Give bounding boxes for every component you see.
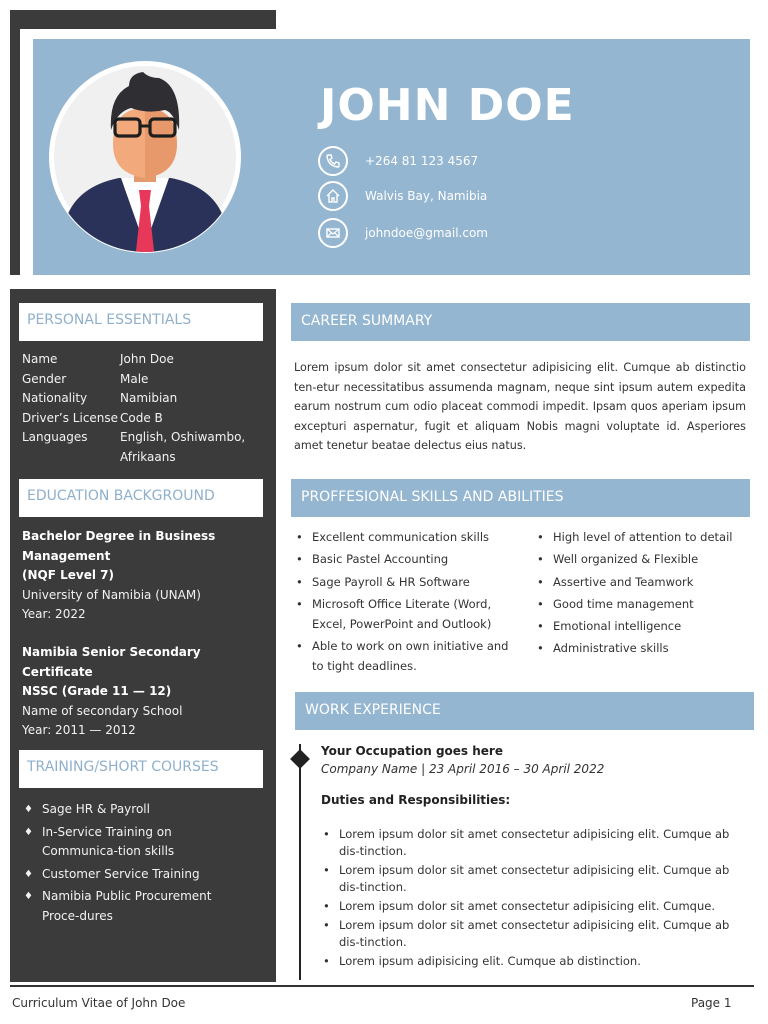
duties-heading: Duties and Responsibilities: — [321, 793, 511, 807]
list-item: • Microsoft Office Literate (Word, Excel, PowerPoint and Outlook) — [294, 595, 514, 635]
list-item: • Administrative skills — [535, 639, 750, 659]
skills-heading: PROFFESIONAL SKILLS AND ABILITIES — [291, 479, 750, 517]
degree-level: (NQF Level 7) — [22, 568, 114, 582]
list-item: • Sage Payroll & HR Software — [294, 573, 514, 593]
training-item: Namibia Public Procurement Proce-dures — [42, 889, 212, 923]
contact-address-text: Walvis Bay, Namibia — [365, 189, 488, 203]
list-item: • Good time management — [535, 595, 750, 615]
duties-list — [321, 826, 741, 972]
education-heading: EDUCATION BACKGROUND — [19, 479, 263, 517]
contact-address — [318, 181, 487, 211]
diamond-bullet-icon: ♦ — [24, 891, 33, 902]
diamond-bullet-icon: ♦ — [24, 804, 33, 815]
personal-row — [22, 350, 260, 370]
personal-row — [22, 389, 260, 409]
contact-phone — [318, 146, 478, 176]
personal-essentials — [22, 350, 260, 467]
page-number: Page 1 — [691, 996, 732, 1010]
list-item — [24, 865, 250, 885]
education-year: Year: 2011 — 2012 — [22, 723, 136, 737]
institution: University of Namibia (UNAM) — [22, 587, 201, 602]
certificate-level: NSSC (Grade 11 — 12) — [22, 684, 172, 698]
list-item: • High level of attention to detail — [535, 528, 750, 548]
list-item: • Able to work on own initiative and to tight deadlines. — [294, 637, 514, 677]
personal-row — [22, 370, 260, 390]
personal-key: Name — [22, 352, 58, 366]
list-item — [24, 800, 250, 820]
work-experience-heading: WORK EXPERIENCE — [295, 692, 754, 730]
education-entry-2 — [22, 643, 266, 741]
training-item: Sage HR & Payroll — [42, 802, 150, 816]
diamond-bullet-icon: ♦ — [24, 868, 33, 880]
list-item: • Assertive and Teamwork — [535, 573, 750, 593]
personal-essentials-heading: PERSONAL ESSENTIALS — [19, 303, 263, 341]
personal-value: Male — [120, 371, 149, 386]
training-heading: TRAINING/SHORT COURSES — [19, 750, 263, 788]
personal-row — [22, 428, 260, 467]
education-entry-1 — [22, 527, 262, 625]
job-company-dates: Company Name | 23 April 2016 – 30 April 2022 — [321, 762, 605, 776]
email-icon — [318, 218, 348, 248]
degree-title: Bachelor Degree in Business Management — [22, 529, 216, 563]
timeline-diamond-icon — [290, 749, 310, 769]
timeline-line — [299, 744, 301, 980]
personal-row — [22, 409, 260, 429]
institution: Name of secondary School — [22, 703, 183, 718]
list-item: • Lorem ipsum dolor sit amet consectetur adipisicing elit. Cumque ab dis-tinction. — [321, 917, 741, 951]
personal-value: John Doe — [120, 352, 174, 366]
diamond-bullet-icon: ♦ — [24, 826, 33, 838]
personal-value: Code B — [120, 410, 163, 425]
personal-value: English, Oshiwambo, Afrikaans — [120, 430, 246, 464]
personal-value: Namibian — [120, 391, 178, 405]
contact-email — [318, 218, 488, 248]
job-title: Your Occupation goes here — [321, 744, 503, 758]
footer-title: Curriculum Vitae of John Doe — [12, 996, 186, 1010]
list-item: • Well organized & Flexible — [535, 550, 750, 570]
list-item: • Emotional intelligence — [535, 617, 750, 637]
list-item: • Excellent communication skills — [294, 528, 514, 548]
career-summary-heading: CAREER SUMMARY — [291, 303, 750, 341]
education-year: Year: 2022 — [22, 607, 86, 621]
list-item — [24, 887, 250, 926]
skills-list-right — [535, 528, 750, 662]
list-item: • Lorem ipsum dolor sit amet consectetur adipisicing elit. Cumque ab dis-tinction. — [321, 862, 741, 896]
contact-phone-text: +264 81 123 4567 — [365, 154, 479, 168]
home-icon — [318, 181, 348, 211]
list-item: • Basic Pastel Accounting — [294, 550, 514, 570]
training-item: Customer Service Training — [42, 866, 200, 881]
candidate-name: JOHN DOE — [320, 80, 575, 131]
training-item: In-Service Training on Communica-tion skills — [42, 824, 175, 858]
personal-key: Languages — [22, 430, 88, 444]
skills-list-left — [294, 528, 514, 679]
list-item: • Lorem ipsum dolor sit amet consectetur adipisicing elit. Cumque. — [321, 898, 741, 915]
avatar — [49, 56, 241, 258]
personal-key: Gender — [22, 371, 67, 386]
personal-key: Nationality — [22, 391, 88, 405]
training-list — [24, 800, 250, 929]
footer-divider — [10, 985, 754, 987]
certificate-title: Namibia Senior Secondary Certificate — [22, 645, 201, 679]
list-item: • Lorem ipsum dolor sit amet consectetur adipisicing elit. Cumque ab dis-tinction. — [321, 826, 741, 860]
list-item: • Lorem ipsum adipisicing elit. Cumque ab distinction. — [321, 953, 741, 970]
contact-email-text: johndoe@gmail.com — [365, 226, 488, 240]
phone-icon — [318, 146, 348, 176]
personal-key: Driver’s License — [22, 410, 119, 425]
career-summary-text: Lorem ipsum dolor sit amet consectetur adipisicing elit. Cumque ab distinctio ten-etur necessitatibus assumenda magnam, neque sint ipsum autem expedita earum nostrum cum odio placeat commodi impedit. Ipsam quos aperiam ipsum excepturi aspernatur, fugit et aliquam Nobis magni voluptate id. Asperiores amet tenetur beatae delectus eius natus. — [294, 361, 746, 453]
sidebar-spacer — [10, 275, 276, 289]
list-item — [24, 823, 250, 862]
